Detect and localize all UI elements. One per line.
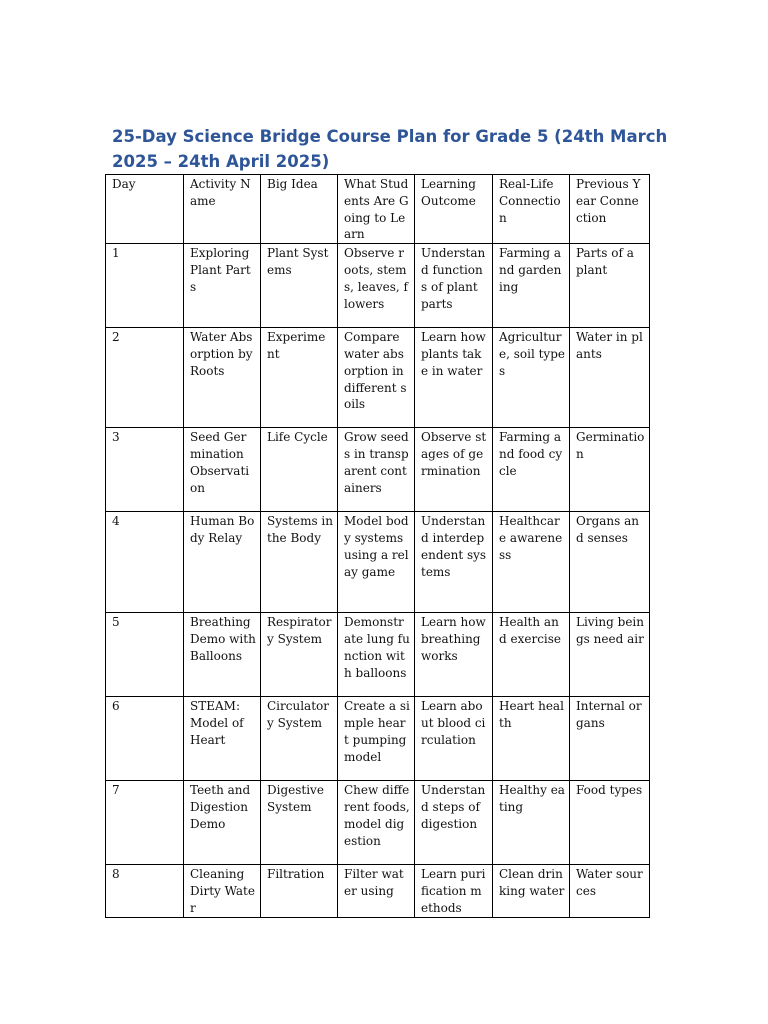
- header-cell-real-life-connection: Real-Life Connection: [493, 175, 570, 244]
- table-row: [106, 613, 650, 697]
- cell-learning-outcome: Learn about blood circulation: [415, 697, 493, 781]
- table-row: [106, 244, 650, 328]
- cell-what-students-learn: Create a simple heart pumping model: [338, 697, 415, 781]
- cell-big-idea: Filtration: [261, 865, 338, 917]
- cell-big-idea: Digestive System: [261, 781, 338, 865]
- cell-previous-year-connection: Food types: [570, 781, 650, 865]
- cell-real-life-connection: Farming and gardening: [493, 244, 570, 328]
- cell-real-life-connection: Clean drinking water: [493, 865, 570, 917]
- cell-activity-name: Human Body Relay: [184, 512, 261, 613]
- table-row: [106, 512, 650, 613]
- cell-what-students-learn: Model body systems using a relay game: [338, 512, 415, 613]
- cell-what-students-learn: Filter water using: [338, 865, 415, 917]
- cell-big-idea: Systems in the Body: [261, 512, 338, 613]
- cell-previous-year-connection: Germination: [570, 428, 650, 512]
- header-cell-big-idea: Big Idea: [261, 175, 338, 244]
- table-row: [106, 781, 650, 865]
- cell-activity-name: Breathing Demo with Balloons: [184, 613, 261, 697]
- table-row: [106, 697, 650, 781]
- cell-what-students-learn: Demonstrate lung function with balloons: [338, 613, 415, 697]
- cell-what-students-learn: Chew different foods, model digestion: [338, 781, 415, 865]
- cell-big-idea: Plant Systems: [261, 244, 338, 328]
- cell-big-idea: Life Cycle: [261, 428, 338, 512]
- cell-real-life-connection: Heart health: [493, 697, 570, 781]
- cell-big-idea: Experiment: [261, 328, 338, 428]
- cell-real-life-connection: Farming and food cycle: [493, 428, 570, 512]
- header-row: [106, 175, 650, 244]
- cell-activity-name: Exploring Plant Parts: [184, 244, 261, 328]
- header-cell-day: Day: [106, 175, 184, 244]
- cell-learning-outcome: Learn purification methods: [415, 865, 493, 917]
- cell-learning-outcome: Understand interdependent systems: [415, 512, 493, 613]
- cell-previous-year-connection: Water in plants: [570, 328, 650, 428]
- table-row: [106, 328, 650, 428]
- header-cell-previous-year-connection: Previous Year Connection: [570, 175, 650, 244]
- cell-learning-outcome: Understand steps of digestion: [415, 781, 493, 865]
- page-title: 25-Day Science Bridge Course Plan for Grade 5 (24th March 2025 – 24th April 2025): [112, 127, 668, 171]
- cell-activity-name: Water Absorption by Roots: [184, 328, 261, 428]
- cell-day: 3: [106, 428, 184, 512]
- cell-real-life-connection: Agriculture, soil types: [493, 328, 570, 428]
- cell-previous-year-connection: Water sources: [570, 865, 650, 917]
- cell-day: 5: [106, 613, 184, 697]
- cell-big-idea: Respiratory System: [261, 613, 338, 697]
- cell-previous-year-connection: Internal organs: [570, 697, 650, 781]
- cell-day: 1: [106, 244, 184, 328]
- table-row: [106, 428, 650, 512]
- cell-previous-year-connection: Living beings need air: [570, 613, 650, 697]
- cell-real-life-connection: Health and exercise: [493, 613, 570, 697]
- cell-activity-name: Cleaning Dirty Water: [184, 865, 261, 917]
- cell-day: 2: [106, 328, 184, 428]
- header-cell-learning-outcome: Learning Outcome: [415, 175, 493, 244]
- cell-day: 8: [106, 865, 184, 917]
- cell-what-students-learn: Compare water absorption in different soils: [338, 328, 415, 428]
- cell-what-students-learn: Observe roots, stems, leaves, flowers: [338, 244, 415, 328]
- cell-previous-year-connection: Parts of a plant: [570, 244, 650, 328]
- cell-day: 7: [106, 781, 184, 865]
- cell-learning-outcome: Learn how breathing works: [415, 613, 493, 697]
- table-row: [106, 865, 650, 917]
- cell-day: 4: [106, 512, 184, 613]
- cell-previous-year-connection: Organs and senses: [570, 512, 650, 613]
- cell-activity-name: STEAM: Model of Heart: [184, 697, 261, 781]
- cell-big-idea: Circulatory System: [261, 697, 338, 781]
- cell-what-students-learn: Grow seeds in transparent containers: [338, 428, 415, 512]
- cell-day: 6: [106, 697, 184, 781]
- header-cell-what-students-learn: What Students Are Going to Learn: [338, 175, 415, 244]
- cell-activity-name: Seed Germination Observation: [184, 428, 261, 512]
- cell-real-life-connection: Healthy eating: [493, 781, 570, 865]
- cell-real-life-connection: Healthcare awareness: [493, 512, 570, 613]
- cell-learning-outcome: Observe stages of germination: [415, 428, 493, 512]
- header-cell-activity-name: Activity Name: [184, 175, 261, 244]
- cell-learning-outcome: Understand functions of plant parts: [415, 244, 493, 328]
- cell-activity-name: Teeth and Digestion Demo: [184, 781, 261, 865]
- course-plan-table: [105, 174, 650, 918]
- cell-learning-outcome: Learn how plants take in water: [415, 328, 493, 428]
